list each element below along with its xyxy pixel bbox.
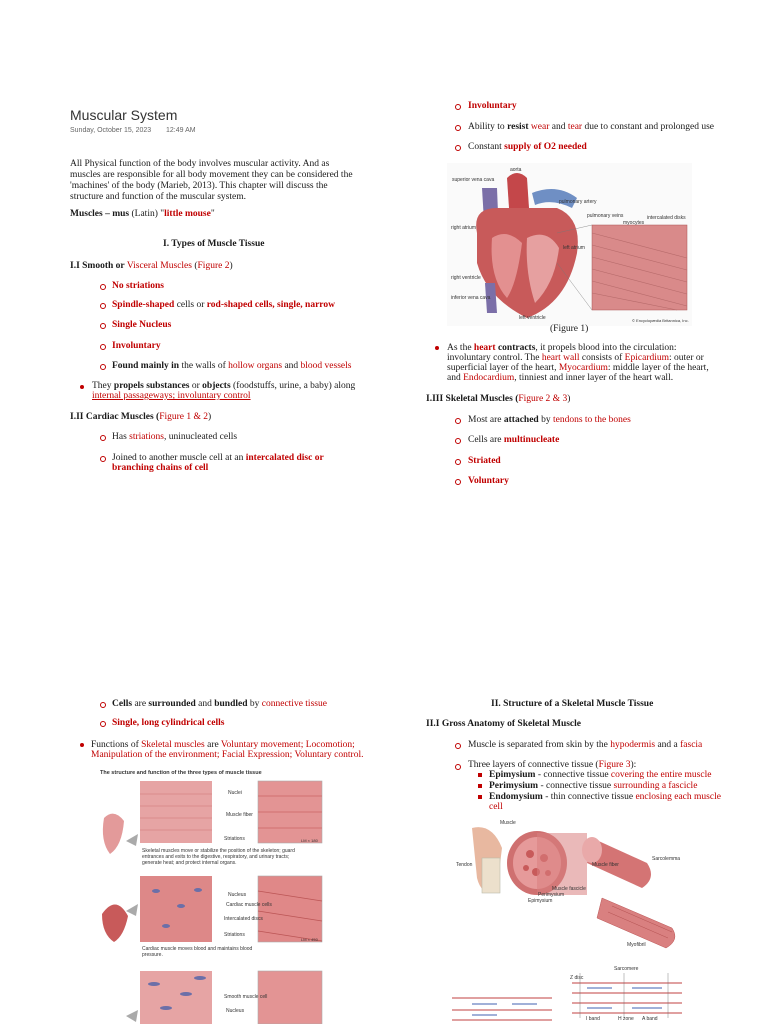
bullet-icon — [455, 459, 461, 465]
fig1-label: pulmonary veins — [587, 213, 624, 219]
bullet-icon — [455, 438, 461, 444]
fig2-label: Striations — [224, 932, 245, 938]
bullet-icon — [478, 795, 482, 799]
muscle-types-illustration — [96, 766, 336, 1024]
perimysium-line: Perimysium - connective tissue surrounding a fascicle — [489, 781, 698, 791]
endomysium-line2: cell — [489, 802, 503, 812]
bullet-icon — [100, 303, 106, 309]
bullet-icon — [100, 456, 106, 462]
fig2-desc-skeletal: Skeletal muscles move or stabilize the position of the skeleton; guard entrances and exits to the digestive, respiratory, and urinary tracts; generate heat; and protect internal organs. — [142, 848, 295, 866]
figure-3-skeletal-anatomy — [452, 818, 692, 1024]
fig2-magnification: LM × 450 — [301, 937, 318, 942]
epimysium-line: Epimysium - connective tissue covering the entire muscle — [489, 770, 712, 780]
cardiac-striations: Has striations, uninucleated cells — [112, 432, 238, 442]
smooth-heading: I.I Smooth or Visceral Muscles (Figure 2) — [70, 261, 233, 271]
fig3-label: Myofibril — [627, 942, 646, 948]
page-date: Sunday, October 15, 2023 — [70, 127, 152, 134]
smooth-single-nucleus: Single Nucleus — [112, 320, 172, 330]
bullet-icon — [100, 284, 106, 290]
smooth-function-line1: They propels substances or objects (foodstuffs, urine, a baby) along — [92, 381, 356, 391]
skeletal-anatomy-illustration — [452, 818, 692, 1024]
endomysium-line1: Endomysium - thin connective tissue enclosing each muscle — [489, 792, 721, 802]
fig2-label: Muscle fiber — [226, 812, 253, 818]
bullet-icon — [455, 479, 461, 485]
muscles-definition: Muscles – mus (Latin) "little mouse" — [70, 209, 215, 219]
fig3-label: Z disc — [570, 975, 584, 981]
bullet-icon — [100, 364, 106, 370]
fig2-label: Intercalated discs — [224, 916, 263, 922]
connective-layers-line: Three layers of connective tissue (Figure 3): — [468, 760, 637, 770]
fig3-label: Perimysium — [538, 892, 565, 898]
fig2-label: Cardiac muscle cells — [226, 902, 272, 908]
skeletal-voluntary: Voluntary — [468, 476, 509, 486]
fig3-label: Muscle fiber — [592, 862, 619, 868]
cardiac-o2: Constant supply of O2 needed — [468, 142, 587, 152]
fig2-title: The structure and function of the three types of muscle tissue — [100, 770, 262, 776]
bullet-icon — [455, 145, 461, 151]
cardiac-heading: I.II Cardiac Muscles (Figure 1 & 2) — [70, 412, 212, 422]
fig1-label: aorta — [510, 167, 522, 173]
fig2-label: Smooth muscle cell — [224, 994, 268, 1000]
figure-1-heart — [447, 163, 692, 326]
section-1-title: I. Types of Muscle Tissue — [163, 239, 265, 249]
cardiac-joined-line1: Joined to another muscle cell at an intercalated disc or — [112, 453, 324, 463]
skeletal-attached: Most are attached by tendons to the bones — [468, 415, 631, 425]
fig2-magnification: LM × 180 — [301, 838, 318, 843]
bullet-icon — [478, 784, 482, 788]
section-2-subtitle: II.I Gross Anatomy of Skeletal Muscle — [426, 719, 581, 729]
skeletal-striated: Striated — [468, 456, 501, 466]
section-2-title: II. Structure of a Skeletal Muscle Tissue — [491, 699, 654, 709]
smooth-location: Found mainly in the walls of hollow organs and blood vessels — [112, 361, 352, 371]
heart-para-line2: involuntary control. The heart wall consists of Epicardium: outer or — [447, 353, 704, 363]
figure-2-muscle-types — [96, 766, 336, 1024]
cardiac-involuntary: Involuntary — [468, 101, 517, 111]
fig2-label: Nucleus — [228, 892, 247, 898]
fig3-label: Epimysium — [528, 898, 553, 904]
skeletal-functions-line1: Functions of Skeletal muscles are Voluntary movement; Locomotion; — [91, 740, 355, 750]
smooth-no-striations: No striations — [112, 281, 164, 291]
fig3-label: Muscle — [500, 820, 516, 826]
skeletal-multinucleate: Cells are multinucleate — [468, 435, 560, 445]
skeletal-functions-line2: Manipulation of the environment; Facial Expression; Voluntary control. — [91, 750, 364, 760]
smooth-involuntary: Involuntary — [112, 341, 161, 351]
fig2-label: Nuclei — [228, 790, 242, 796]
bullet-icon — [455, 104, 461, 110]
fig2-desc-cardiac: Cardiac muscle moves blood and maintains blood pressure. — [142, 946, 253, 958]
fig3-label: Muscle fascicle — [552, 886, 586, 892]
bullet-icon — [478, 773, 482, 777]
bullet-icon — [435, 346, 439, 350]
smooth-function-line2: internal passageways; involuntary control — [92, 391, 251, 401]
fig3-label: Tendon — [456, 862, 473, 868]
heart-para-line1: As the heart contracts, it propels blood into the circulation: — [447, 343, 677, 353]
skeletal-bundled: Cells are surrounded and bundled by connective tissue — [112, 699, 327, 709]
fig3-label: Sarcolemma — [652, 856, 681, 862]
bullet-icon — [100, 702, 106, 708]
bullet-icon — [80, 385, 84, 389]
fig3-label: Sarcomere — [614, 966, 639, 972]
fig1-label: left atrium — [563, 245, 585, 251]
fig1-label: superior vena cava — [452, 177, 495, 183]
bullet-icon — [100, 721, 106, 727]
bullet-icon — [100, 323, 106, 329]
fig1-label: right atrium — [451, 225, 477, 231]
bullet-icon — [455, 418, 461, 424]
fig2-label: Nucleus — [226, 1008, 245, 1014]
cardiac-resist: Ability to resist wear and tear due to constant and prolonged use — [468, 122, 715, 132]
cardiac-joined-line2: branching chains of cell — [112, 463, 209, 473]
page-title: Muscular System — [70, 107, 178, 123]
fig1-label: inferior vena cava — [451, 295, 491, 301]
hypodermis-line: Muscle is separated from skin by the hypodermis and a fascia — [468, 740, 703, 750]
fig3-label: A band — [642, 1016, 658, 1022]
figure-1-caption: (Figure 1) — [550, 324, 589, 334]
intro-paragraph: All Physical function of the body involves muscular activity. And as muscles are responsible for all body movement they can be considered the 'machines' of the body (Marieb, 2013). This chapter will discuss the structure and function of the muscular system. — [70, 159, 353, 202]
bullet-icon — [100, 344, 106, 350]
fig1-label: intercalated disks — [647, 215, 686, 221]
fig1-label: pulmonary artery — [559, 199, 597, 205]
heart-para-line4: and Endocardium, tinniest and inner layer of the heart wall. — [447, 373, 674, 383]
fig1-label: left ventricle — [519, 315, 546, 321]
fig1-label: myocytes — [623, 220, 645, 226]
skeletal-heading: I.III Skeletal Muscles (Figure 2 & 3) — [426, 394, 571, 404]
fig3-label: H zone — [618, 1016, 634, 1022]
bullet-icon — [455, 743, 461, 749]
page-time: 12:49 AM — [166, 127, 196, 134]
fig1-credit: © Encyclopædia Britannica, Inc. — [632, 318, 689, 323]
skeletal-cylindrical: Single, long cylindrical cells — [112, 718, 225, 728]
bullet-icon — [455, 764, 461, 770]
fig1-label: right ventricle — [451, 275, 481, 281]
fig3-label: I band — [586, 1016, 600, 1022]
smooth-shape: Spindle-shaped cells or rod-shaped cells, single, narrow — [112, 300, 335, 310]
fig2-label: Striations — [224, 836, 245, 842]
heart-para-line3: superficial layer of the heart, Myocardium: middle layer of the heart, — [447, 363, 709, 373]
bullet-icon — [100, 435, 106, 441]
bullet-icon — [455, 125, 461, 131]
bullet-icon — [80, 743, 84, 747]
